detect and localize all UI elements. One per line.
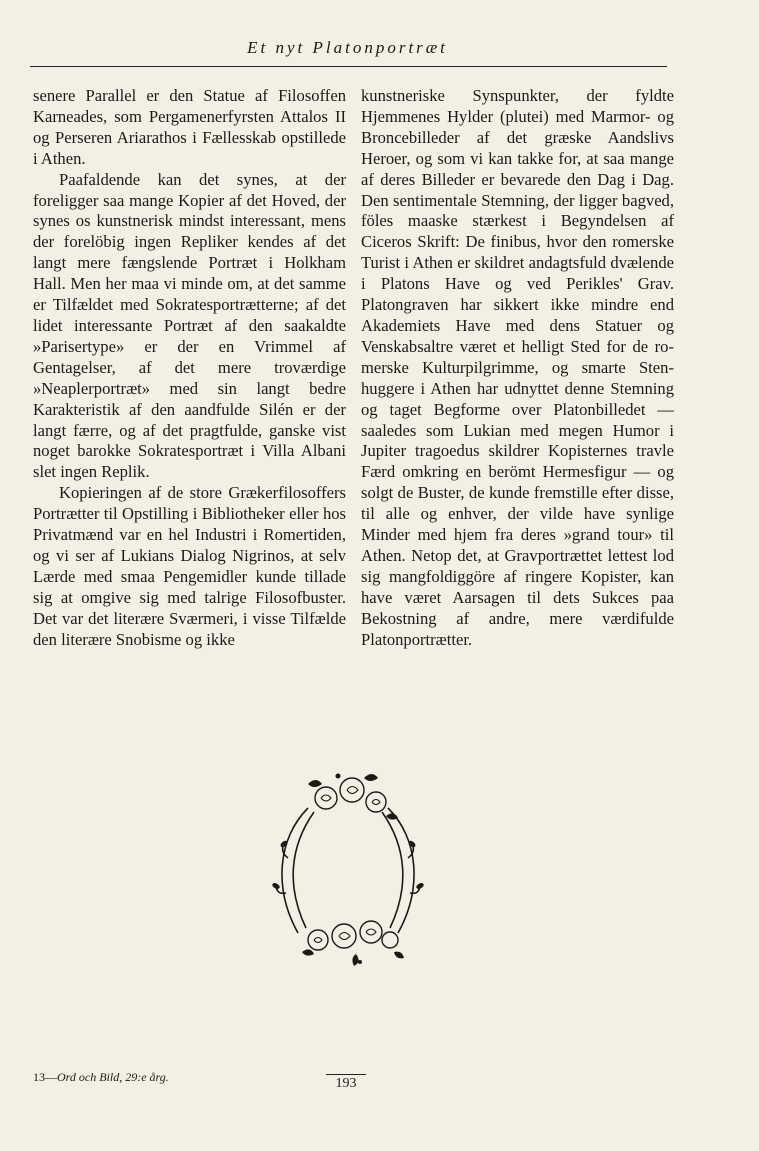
left-paragraph-2: Paafaldende kan det synes, at der foreligger saa mange Kopier af det Hoved, der synes os kunstnerisk mindst interessant, mens der forelöbig ingen Repliker kendes af det langt mere fængslende Portræt i Holkham Hall. Men her maa vi minde om, at det samme er Tilfældet med Sokratesportrætterne; af det lidet interessante Portræt af den saakaldte »Parisertype» er der en Vrimmel af Gentagelser, af det mere troværdige »Neaplerportræt» med sin langt bedre Karakteristik af den aandfulde Silén er der langt færre, og af det pragtfulde, ganske vist noget barokke Sokratesportræt i Villa Albani slet ingen Replik. [33, 169, 346, 482]
left-paragraph-3: Kopieringen af de store Grækerfilosoffers Portrætter til Opstilling i Bibliotheker eller hos Privatmænd var en hel Industri i Romertiden, og vi ser af Lukians Dialog Nigrinos, at selv Lærde med smaa Pengemidler kunde tillade sig at omgive sig med talrige Filosofbuster. Det var det literære Sværmeri, i visse Tilfælde den literære Snobisme og ikke [33, 483, 346, 649]
right-column [361, 86, 674, 650]
right-paragraph-1: kunstneriske Synspunkter, der fyldte Hjemmenes Hylder (plutei) med Marmor- og Broncebilleder af det græske Aandslivs Heroer, og som vi kan takke for, at saa mange af deres Billeder er bevarede den Dag i Dag. Den sentimentale Stemning, der ligger bagved, föles maaske stærkest i Begyndelsen af Ciceros Skrift: De finibus, hvor den romerske Turist i Athen er skildret andagtsfuld dvælende i Platons Have og ved Perikles' Grav. Platongraven har sikkert ikke mindre end Akademiets Have med dens Statuer og Venskabsaltre været et helligt Sted for de romerske Kulturpilgrimme, og smarte Stenhuggere i Athen har udnyttet denne Stemning og taget Begforme over Platonbilledet — saaledes som Lukian med megen Humor i Jupiter tragoedus skildrer Kopisternes travle Færd omkring en berömt Hermesfigur — og solgt de Buster, de kunde fremstille efter disse, til alle og enhver, der vilde have synlige Minder med hjem fra deres »grand tour» til Athen. Netop det, at Gravportrættet lettest lod sig mangfoldiggöre af ringere Kopister, kan have været Aarsagen til dets Sukces paa Bekostning af andre, mere værdifulde Platonportrætter. [361, 86, 674, 649]
signature-number: 13— [33, 1070, 57, 1084]
header-rule [30, 66, 667, 67]
running-header: Et nyt Platonportræt [247, 38, 448, 57]
left-paragraph-1: senere Parallel er den Statue af Filosoffen Karneades, som Pergamenerfyrsten Attalos II og Perseren Ariarathos i Fællesskab opstillede i Athen. [33, 86, 346, 168]
left-column [33, 86, 346, 650]
journal-name: Ord och Bild, 29:e årg. [57, 1070, 169, 1084]
footer-signature [33, 1070, 169, 1085]
page-number: 193 [326, 1074, 366, 1092]
rose-wreath-icon [268, 768, 428, 968]
